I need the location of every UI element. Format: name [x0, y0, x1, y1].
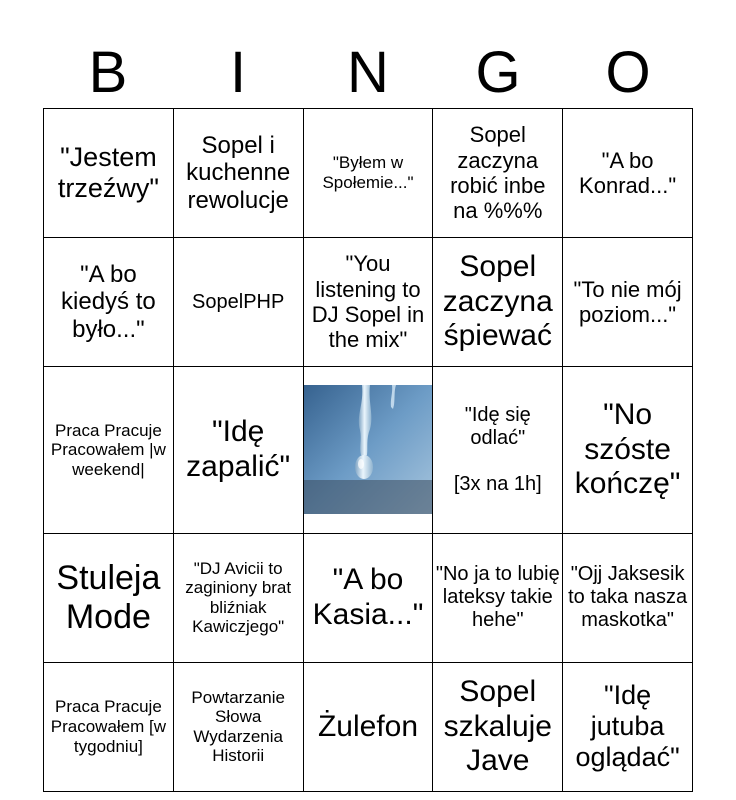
- bingo-cell[interactable]: Powtarzanie Słowa Wydarzenia Historii: [173, 662, 303, 791]
- bingo-cell[interactable]: "DJ Avicii to zaginiony brat bliźniak Kawiczjego": [173, 533, 303, 662]
- board-row: [44, 662, 693, 791]
- header-letter-n: N: [347, 40, 389, 105]
- header-letter-g: G: [475, 40, 521, 105]
- bingo-cell[interactable]: Sopel szkaluje Jave: [433, 662, 563, 791]
- bingo-cell[interactable]: SopelPHP: [173, 238, 303, 367]
- bingo-cell[interactable]: Sopel zaczyna robić inbe na %%%: [433, 109, 563, 238]
- icicle-photo: [304, 385, 433, 514]
- bingo-cell[interactable]: "A bo kiedyś to było...": [44, 238, 174, 367]
- bingo-cell[interactable]: Sopel i kuchenne rewolucje: [173, 109, 303, 238]
- board-row: [44, 367, 693, 534]
- board-row: [44, 238, 693, 367]
- bingo-cell[interactable]: "A bo Kasia...": [303, 533, 433, 662]
- board-row: [44, 533, 693, 662]
- free-space-cell[interactable]: [303, 367, 433, 534]
- header-letter-b: B: [88, 40, 128, 105]
- bingo-cell[interactable]: "Idę zapalić": [173, 367, 303, 534]
- bingo-cell[interactable]: "You listening to DJ Sopel in the mix": [303, 238, 433, 367]
- header-letter-o: O: [605, 40, 651, 105]
- bingo-header: [43, 38, 693, 108]
- header-letter-i: I: [229, 40, 247, 105]
- bingo-cell[interactable]: "To nie mój poziom...": [563, 238, 693, 367]
- bingo-cell[interactable]: "No szóste kończę": [563, 367, 693, 534]
- bingo-cell[interactable]: Praca Pracuje Pracowałem |w weekend|: [44, 367, 174, 534]
- bingo-cell[interactable]: "Idę jutuba oglądać": [563, 662, 693, 791]
- bingo-cell[interactable]: "No ja to lubię lateksy takie hehe": [433, 533, 563, 662]
- bingo-cell[interactable]: "Byłem w Społemie...": [303, 109, 433, 238]
- bingo-cell[interactable]: Sopel zaczyna śpiewać: [433, 238, 563, 367]
- bingo-cell[interactable]: "Idę się odlać" [3x na 1h]: [433, 367, 563, 534]
- bingo-cell[interactable]: "Ojj Jaksesik to taka nasza maskotka": [563, 533, 693, 662]
- bingo-cell[interactable]: "Jestem trzeźwy": [44, 109, 174, 238]
- bingo-cell[interactable]: Praca Pracuje Pracowałem [w tygodniu]: [44, 662, 174, 791]
- bingo-cell[interactable]: Stuleja Mode: [44, 533, 174, 662]
- bingo-cell[interactable]: Żulefon: [303, 662, 433, 791]
- bingo-cell[interactable]: "A bo Konrad...": [563, 109, 693, 238]
- bingo-board: [43, 108, 693, 792]
- board-row: [44, 109, 693, 238]
